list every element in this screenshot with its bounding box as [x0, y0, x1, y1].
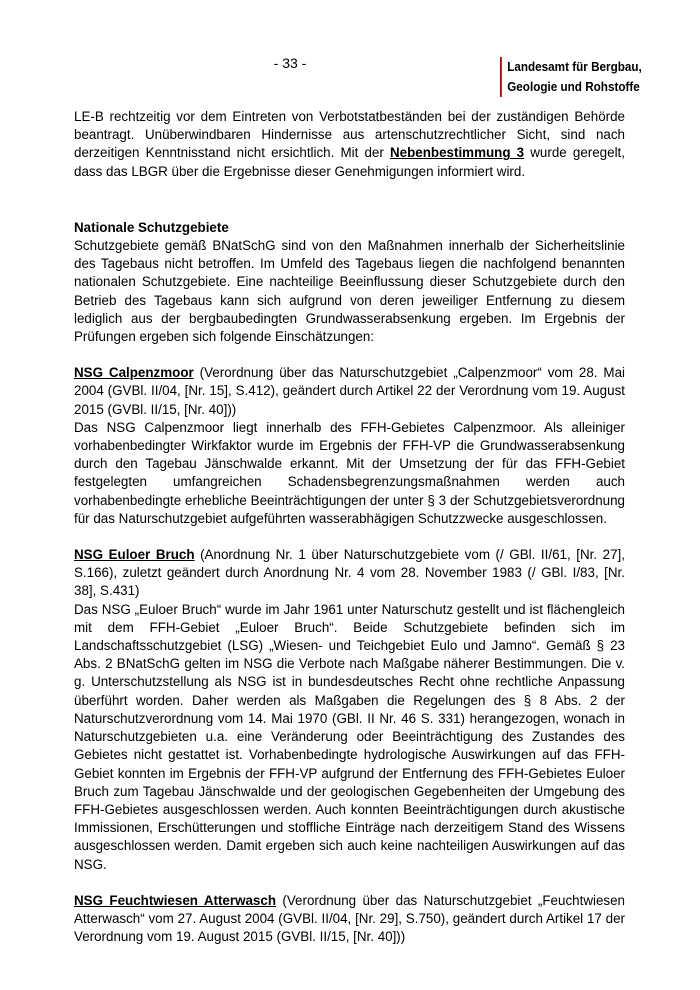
calpenzmoor-citation-text: (Verordnung über das Naturschutzgebiet „Calpenzmoor“ vom 28. Mai 2004 (GVBl. II/04, [Nr. 15], S.412), geändert durch Artikel 22 der Verordnung vom 19. August 2015 (GVBl. II/15, [Nr. 40])): [74, 365, 625, 417]
calpenzmoor-paragraph: Das NSG Calpenzmoor liegt innerhalb des FFH-Gebietes Calpenzmoor. Als alleiniger vorhabenbedingter Wirkfaktor wurde im Ergebnis der FFH-VP die Grundwasserabsenkung durch den Tagebau Jänschwalde erkannt. Mit der Umsetzung der für das FFH-Gebiet festgelegten umfangreichen Schadensbegrenzungsmaßnahmen werden auch vorhabenbedingte erhebliche Beeinträchtigungen der unter § 3 der Schutzgebietsverordnung für das Naturschutzgebiet aufgeführten wasserabhägigen Schutzzwecke ausgeschlossen.: [74, 419, 625, 526]
document-body: [74, 108, 625, 946]
euloer-paragraph: Das NSG „Euloer Bruch“ wurde im Jahr 1961 unter Naturschutz gestellt und ist flächengleich mit dem FFH-Gebiet „Euloer Bruch“. Beide Schutzgebiete befinden sich im Landschaftsschutzgebiet (LSG) „Wiesen- und Teichgebiet Eulo und Jamno“. Gemäß § 23 Abs. 2 BNatSchG gelten im NSG die Verbote nach Maßgabe näherer Bestimmungen. Die v. g. Unterschutzstellung als NSG ist in bundesdeutsches Recht ohne rechtliche Anpassung überführt worden. Daher werden als Maßgaben die Regelungen des § 8 Abs. 2 der Naturschutzverordnung vom 14. Mai 1970 (GBl. II Nr. 46 S. 331) herangezogen, wonach in Naturschutzgebieten u.a. eine Veränderung oder Beeinträchtigung des Zustandes des Gebietes nicht gestattet ist. Vorhabenbedingte hydrologische Auswirkungen auf das FFH-Gebiet konnten im Ergebnis der FFH-VP aufgrund der Entfernung des FFH-Gebietes Euloer Bruch zum Tagebau Jänschwalde und der geologischen Gegebenheiten der Umgebung des FFH-Gebietes ausgeschlossen werden. Auch konnten Beeinträchtigungen durch akustische Immissionen, Erschütterungen und stoffliche Einträge nach derzeitigem Stand des Wissens ausgeschlossen werden. Damit ergeben sich auch keine nachteiligen Auswirkungen auf das NSG.: [74, 601, 625, 872]
org-line-2: Geologie und Rohstoffe: [507, 79, 640, 94]
org-line-1: Landesamt für Bergbau,: [507, 59, 642, 74]
national-paragraph: Schutzgebiete gemäß BNatSchG sind von den Maßnahmen innerhalb der Sicherheitslinie des Tagebaus nicht betroffen. Im Umfeld des Tagebaus liegen die nachfolgend benannten nationalen Schutzgebiete. Eine nachteilige Beeinflussung dieser Schutzgebiete durch den Betrieb des Tagebaus kann sich aufgrund von deren jeweiliger Entfernung zu diesem lediglich aus der bergbaubedingten Grundwasserabsenkung ergeben. Im Ergebnis der Prüfungen ergeben sich folgende Einschätzungen:: [74, 238, 625, 345]
atterwasch-citation: [74, 892, 625, 947]
nebenbestimmung-reference: Nebenbestimmung 3: [389, 145, 525, 161]
intro-paragraph: [74, 108, 625, 181]
page-number: - 33 -: [273, 55, 307, 71]
calpenzmoor-citation: [74, 364, 625, 419]
atterwasch-title: NSG Feuchtwiesen Atterwasch: [74, 892, 277, 908]
intro-text-a: LE-B rechtzeitig vor dem Eintreten von Verbotstatbeständen bei der zuständigen Behörde beantragt. Unüberwindbaren Hindernisse aus artenschutzrechtlicher Sicht, sind nach derzeitigen Kenntnisstand nicht ersichtlich. Mit der: [74, 109, 625, 161]
org-block: [500, 57, 642, 97]
intro-text-b: wurde geregelt, dass das LBGR über die Ergebnisse dieser Genehmigungen informiert wird.: [74, 145, 625, 179]
section-heading: Nationale Schutzgebiete: [74, 219, 229, 235]
euloer-title: NSG Euloer Bruch: [74, 547, 195, 563]
euloer-citation-text: (Anordnung Nr. 1 über Naturschutzgebiete vom (/ GBl. II/61, [Nr. 27], S.166), zuletzt geändert durch Anordnung Nr. 4 vom 28. November 1983 (/ GBl. I/83, [Nr. 38], S.431): [74, 547, 625, 599]
calpenzmoor-title: NSG Calpenzmoor: [74, 365, 194, 381]
euloer-citation: [74, 546, 625, 601]
atterwasch-citation-text: (Verordnung über das Naturschutzgebiet „Feuchtwiesen Atterwasch“ vom 27. August 2004 (GVBl. II/04, [Nr. 29], S.750), geändert durch Artikel 17 der Verordnung vom 19. August 2015 (GVBl. II/15, [Nr. 40])): [74, 892, 625, 945]
